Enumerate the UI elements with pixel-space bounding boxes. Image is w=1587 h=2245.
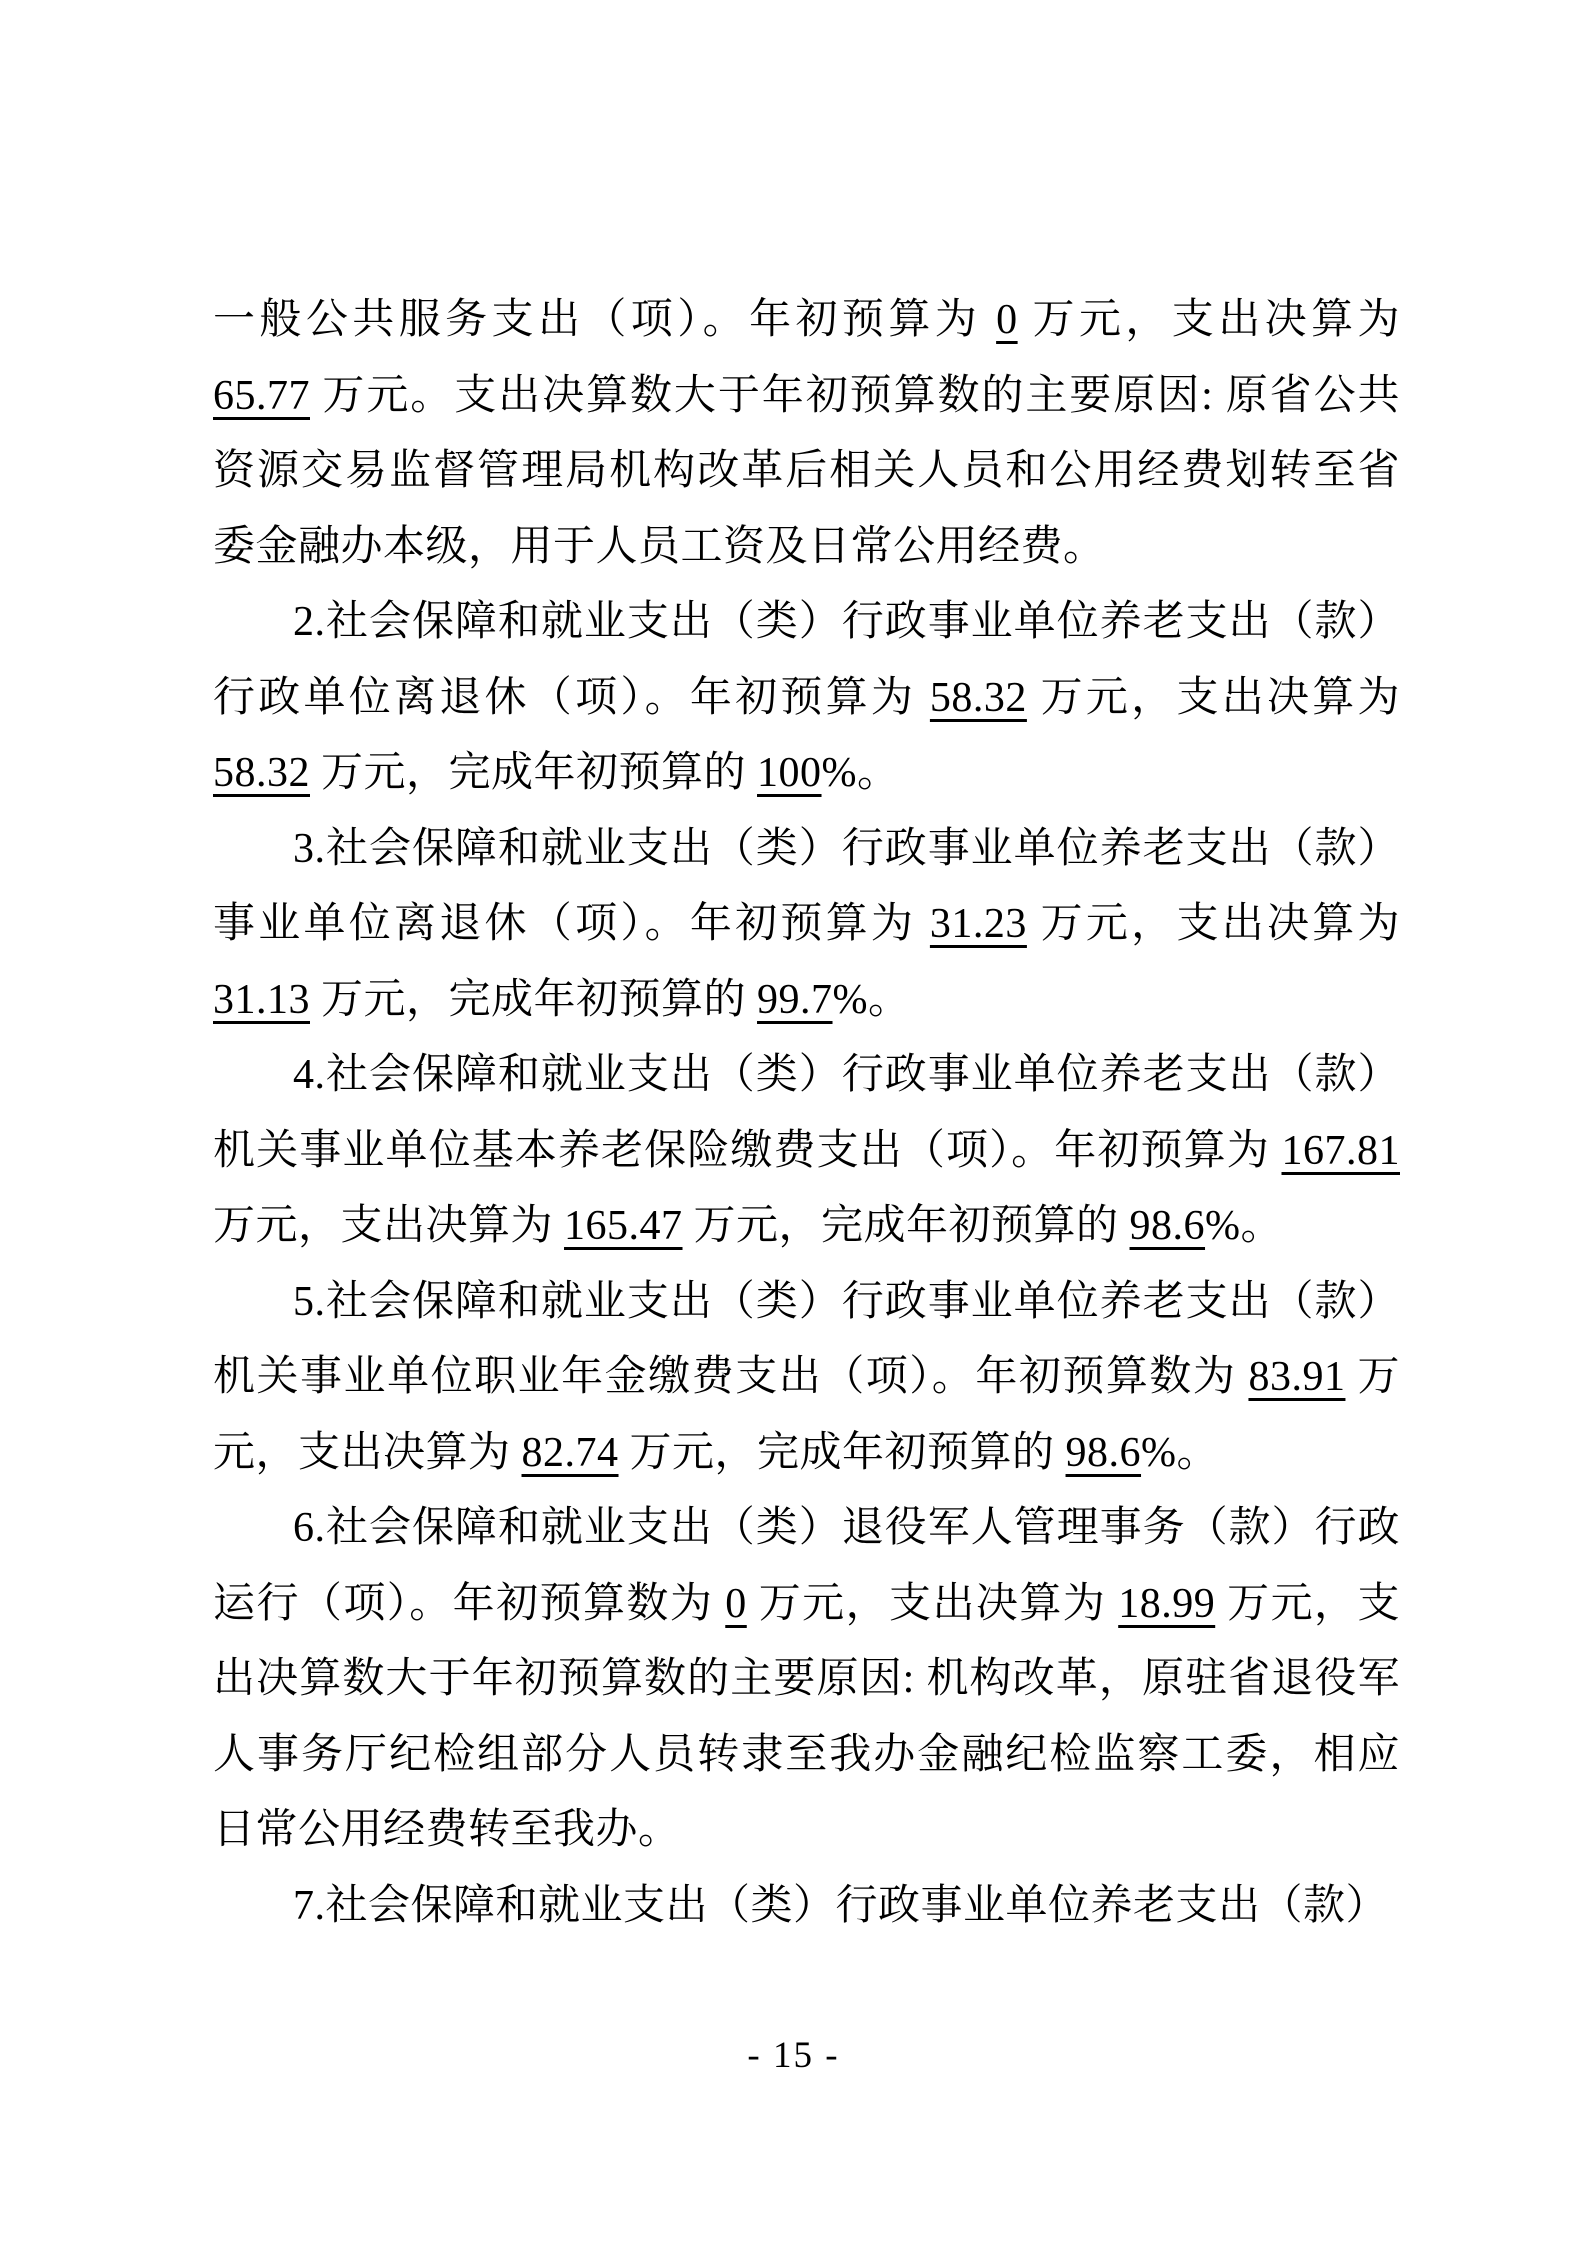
text-run: 万元，支出决算为 <box>1026 901 1400 947</box>
text-run: 万元，支出决算为 <box>746 1580 1119 1627</box>
underlined-value: 31.23 <box>929 901 1027 947</box>
text-run: 7.社会保障和就业支出（类）行政事业单位养老支出（款） <box>293 1882 1389 1929</box>
text-run: 万元，支出决算为 <box>213 1354 1400 1476</box>
underlined-value: 83.91 <box>1248 1354 1346 1400</box>
underlined-value: 65.77 <box>213 372 310 419</box>
document-body <box>213 283 1400 1944</box>
text-run: %。 <box>832 976 911 1023</box>
text-run: 2.社会保障和就业支出（类）行政事业单位养老支出（款）行政单位离退休（项）。年初预算为 <box>213 599 1400 721</box>
paragraph <box>213 283 1400 585</box>
text-run: 万元，支出决算为 <box>1026 674 1400 721</box>
text-run: 3.社会保障和就业支出（类）行政事业单位养老支出（款）事业单位离退休（项）。年初预算为 <box>213 825 1400 947</box>
underlined-value: 58.32 <box>213 750 310 796</box>
underlined-value: 100 <box>757 750 822 796</box>
underlined-value: 98.6 <box>1065 1429 1142 1476</box>
text-run: 万元，支出决算数大于年初预算数的主要原因: 机构改革，原驻省退役军人事务厅纪检组部分人员转隶至我办金融纪检监察工委，相应日常公用经费转至我办。 <box>213 1580 1400 1853</box>
text-run: %。 <box>821 750 900 796</box>
text-run: 万元，支出决算为 <box>213 1203 565 1249</box>
text-run: %。 <box>1205 1203 1284 1249</box>
underlined-value: 18.99 <box>1118 1580 1216 1627</box>
text-run: 6.社会保障和就业支出（类）退役军人管理事务（款）行政运行（项）。年初预算数为 <box>213 1505 1400 1627</box>
underlined-value: 165.47 <box>564 1203 683 1249</box>
underlined-value: 58.32 <box>929 674 1027 721</box>
text-run: 4.社会保障和就业支出（类）行政事业单位养老支出（款）机关事业单位基本养老保险缴费支出（项）。年初预算为 <box>213 1052 1400 1174</box>
text-run: 万元。支出决算数大于年初预算数的主要原因: 原省公共资源交易监督管理局机构改革后相关人员和公用经费划转至省委金融办本级，用于人员工资及日常公用经费。 <box>213 372 1400 570</box>
underlined-value: 99.7 <box>757 976 833 1023</box>
paragraph <box>213 1869 1400 1945</box>
paragraph <box>213 585 1400 812</box>
text-run: 一般公共服务支出（项）。年初预算为 <box>213 297 997 343</box>
underlined-value: 167.81 <box>1281 1127 1400 1174</box>
page-footer <box>0 2032 1587 2080</box>
paragraph <box>213 812 1400 1039</box>
underlined-value: 82.74 <box>521 1429 619 1476</box>
text-run: 万元，完成年初预算的 <box>310 976 758 1023</box>
underlined-value: 0 <box>996 297 1018 343</box>
paragraph <box>213 1038 1400 1265</box>
text-run: %。 <box>1141 1429 1220 1476</box>
text-run: 万元，完成年初预算的 <box>682 1203 1130 1249</box>
underlined-value: 98.6 <box>1129 1203 1206 1249</box>
text-run: 万元，完成年初预算的 <box>310 750 758 796</box>
paragraph <box>213 1265 1400 1492</box>
text-run: 5.社会保障和就业支出（类）行政事业单位养老支出（款）机关事业单位职业年金缴费支出（项）。年初预算数为 <box>213 1278 1400 1400</box>
text-run: 万元，完成年初预算的 <box>618 1429 1066 1476</box>
page-number: - 15 - <box>747 2035 840 2076</box>
text-run: 万元，支出决算为 <box>1017 297 1400 343</box>
underlined-value: 0 <box>725 1580 747 1627</box>
paragraph <box>213 1491 1400 1869</box>
underlined-value: 31.13 <box>213 976 310 1023</box>
